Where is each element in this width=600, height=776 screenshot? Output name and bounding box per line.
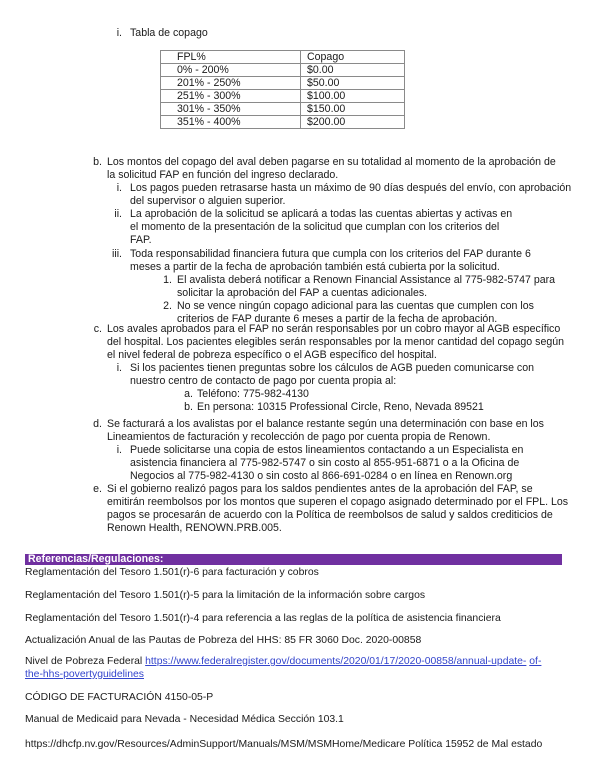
fpl-label: Nivel de Pobreza Federal xyxy=(25,656,143,667)
list-marker: a. xyxy=(184,388,193,400)
text-line: Los avales aprobados para el FAP no serán responsables por un cobro mayor al AGB específico xyxy=(107,323,561,335)
text-line: Lineamientos de facturación y recolección de pago por cuenta propia de Renown. xyxy=(107,431,491,443)
reference-entry: Reglamentación del Tesoro 1.501(r)-5 para la limitación de la información sobre cargos xyxy=(25,590,426,601)
text-line: el nivel federal de pobreza específico o el AGB específico del hospital. xyxy=(107,349,437,361)
text-line: No se vence ningún copago adicional para las cuentas que cumplen con los xyxy=(177,300,534,312)
billing-code: CÓDIGO DE FACTURACIÓN 4150-05-P xyxy=(25,692,214,703)
table-header-row xyxy=(161,51,405,64)
fpl-link-continued[interactable]: of- xyxy=(529,656,542,667)
item-d-i-text xyxy=(130,444,523,483)
table-cell-copago: $150.00 xyxy=(301,103,405,116)
copay-table xyxy=(160,50,405,129)
reference-entry: Reglamentación del Tesoro 1.501(r)-6 para facturación y cobros xyxy=(25,567,319,578)
table-row xyxy=(161,103,405,116)
text-line: asistencia financiera al 775-982-5747 o sin costo al 855-951-6871 o a la Oficina de xyxy=(130,457,520,469)
item-b-iii-text xyxy=(130,248,531,274)
item-b-text xyxy=(107,156,556,182)
item-b-i-text xyxy=(130,182,571,208)
text-line: meses a partir de la fecha de aprobación también está cubierta por la solicitud. xyxy=(130,261,500,273)
list-marker: iii. xyxy=(111,248,122,260)
text-line: del hospital. Los pacientes elegibles serán responsables por la menor cantidad del copago según xyxy=(107,336,565,348)
text-line: Los pagos pueden retrasarse hasta un máximo de 90 días después del envío, con aprobación xyxy=(130,182,572,194)
contact-phone: Teléfono: 775-982-4130 xyxy=(197,388,309,400)
table-cell-copago: $100.00 xyxy=(301,90,405,103)
item-b-iii-1-text xyxy=(177,274,555,300)
table-cell-fpl: 251% - 300% xyxy=(161,90,301,103)
text-line: criterios de FAP durante 6 meses a partir de la fecha de aprobación. xyxy=(177,313,498,325)
copay-table-title: Tabla de copago xyxy=(130,27,208,39)
list-marker: 2. xyxy=(163,300,172,312)
table-row xyxy=(161,116,405,129)
list-marker: ii. xyxy=(114,208,122,220)
table-row xyxy=(161,64,405,77)
table-cell-fpl: 301% - 350% xyxy=(161,103,301,116)
item-c-i-text xyxy=(130,362,534,388)
text-line: Toda responsabilidad financiera futura que cumpla con los criterios del FAP durante 6 xyxy=(130,248,531,260)
medicaid-manual-reference: Manual de Medicaid para Nevada - Necesidad Médica Sección 103.1 xyxy=(25,714,344,725)
contact-address: En persona: 10315 Professional Circle, Reno, Nevada 89521 xyxy=(197,401,484,413)
text-line: nuestro centro de contacto de pago por cuenta propia al: xyxy=(130,375,397,387)
text-line: Los montos del copago del aval deben pagarse en su totalidad al momento de la aprobación de xyxy=(107,156,556,168)
text-line: pagos se procesarán de acuerdo con la Política de reembolsos de salud y saldos crediticios de xyxy=(107,509,553,521)
text-line: la solicitud FAP en función del ingreso declarado. xyxy=(107,169,339,181)
table-cell-copago: $0.00 xyxy=(301,64,405,77)
item-e-text xyxy=(107,483,568,535)
list-marker: i. xyxy=(116,362,122,374)
table-cell-copago: $50.00 xyxy=(301,77,405,90)
item-b-ii-text xyxy=(130,208,512,247)
reference-entry: Reglamentación del Tesoro 1.501(r)-4 para referencia a las reglas de la política de asistencia financiera xyxy=(25,613,501,624)
table-cell-fpl: 201% - 250% xyxy=(161,77,301,90)
list-marker: 1. xyxy=(163,274,172,286)
fpl-reference xyxy=(25,655,541,681)
text-line: Negocios al 775-982-4130 o sin costo al 866-691-0284 o en línea en Renown.org xyxy=(130,470,513,482)
text-line: Se facturará a los avalistas por el balance restante según una determinación con base en los xyxy=(107,418,544,430)
fpl-link[interactable]: https://www.federalregister.gov/documents/2020/01/17/2020-00858/annual-update- xyxy=(145,656,527,667)
reference-entry: Actualización Anual de las Pautas de Pobreza del HHS: 85 FR 3060 Doc. 2020-00858 xyxy=(25,635,422,646)
text-line: FAP. xyxy=(130,234,152,246)
table-row xyxy=(161,77,405,90)
list-marker: b. xyxy=(184,401,193,413)
text-line: solicitar la aprobación del FAP a cuentas adicionales. xyxy=(177,287,428,299)
item-c-text xyxy=(107,323,564,362)
text-line: el momento de la presentación de la solicitud que cumplan con los criterios del xyxy=(130,221,500,233)
list-marker: i. xyxy=(116,444,122,456)
list-marker: i. xyxy=(116,27,122,39)
list-marker: b. xyxy=(93,156,102,168)
text-line: emitirán reembolsos por los montos que superen el copago asignado determinado por el FPL. Los xyxy=(107,496,569,508)
fpl-link-line2[interactable]: the-hhs-povertyguidelines xyxy=(25,669,144,680)
table-cell-fpl: 351% - 400% xyxy=(161,116,301,129)
text-line: La aprobación de la solicitud se aplicará a todas las cuentas abiertas y activas en xyxy=(130,208,513,220)
table-row xyxy=(161,90,405,103)
list-marker: i. xyxy=(116,182,122,194)
text-line: Si los pacientes tienen preguntas sobre los cálculos de AGB pueden comunicarse con xyxy=(130,362,534,374)
references-header: Referencias/Regulaciones: xyxy=(25,554,562,565)
table-header-copago: Copago xyxy=(301,51,405,64)
table-cell-copago: $200.00 xyxy=(301,116,405,129)
list-marker: d. xyxy=(93,418,102,430)
text-line: Puede solicitarse una copia de estos lineamientos contactando a un Especialista en xyxy=(130,444,524,456)
table-header-fpl: FPL% xyxy=(161,51,301,64)
dhcfp-reference: https://dhcfp.nv.gov/Resources/AdminSupport/Manuals/MSM/MSMHome/Medicare Política 15952 de Mal estado xyxy=(25,739,543,750)
text-line: del supervisor o alguien superior. xyxy=(130,195,286,207)
table-cell-fpl: 0% - 200% xyxy=(161,64,301,77)
text-line: Si el gobierno realizó pagos para los saldos pendientes antes de la aprobación del FAP, se xyxy=(107,483,533,495)
text-line: Renown Health, RENOWN.PRB.005. xyxy=(107,522,282,534)
item-d-text xyxy=(107,418,544,444)
list-marker: c. xyxy=(93,323,102,335)
list-marker: e. xyxy=(93,483,102,495)
text-line: El avalista deberá notificar a Renown Financial Assistance al 775-982-5747 para xyxy=(177,274,556,286)
